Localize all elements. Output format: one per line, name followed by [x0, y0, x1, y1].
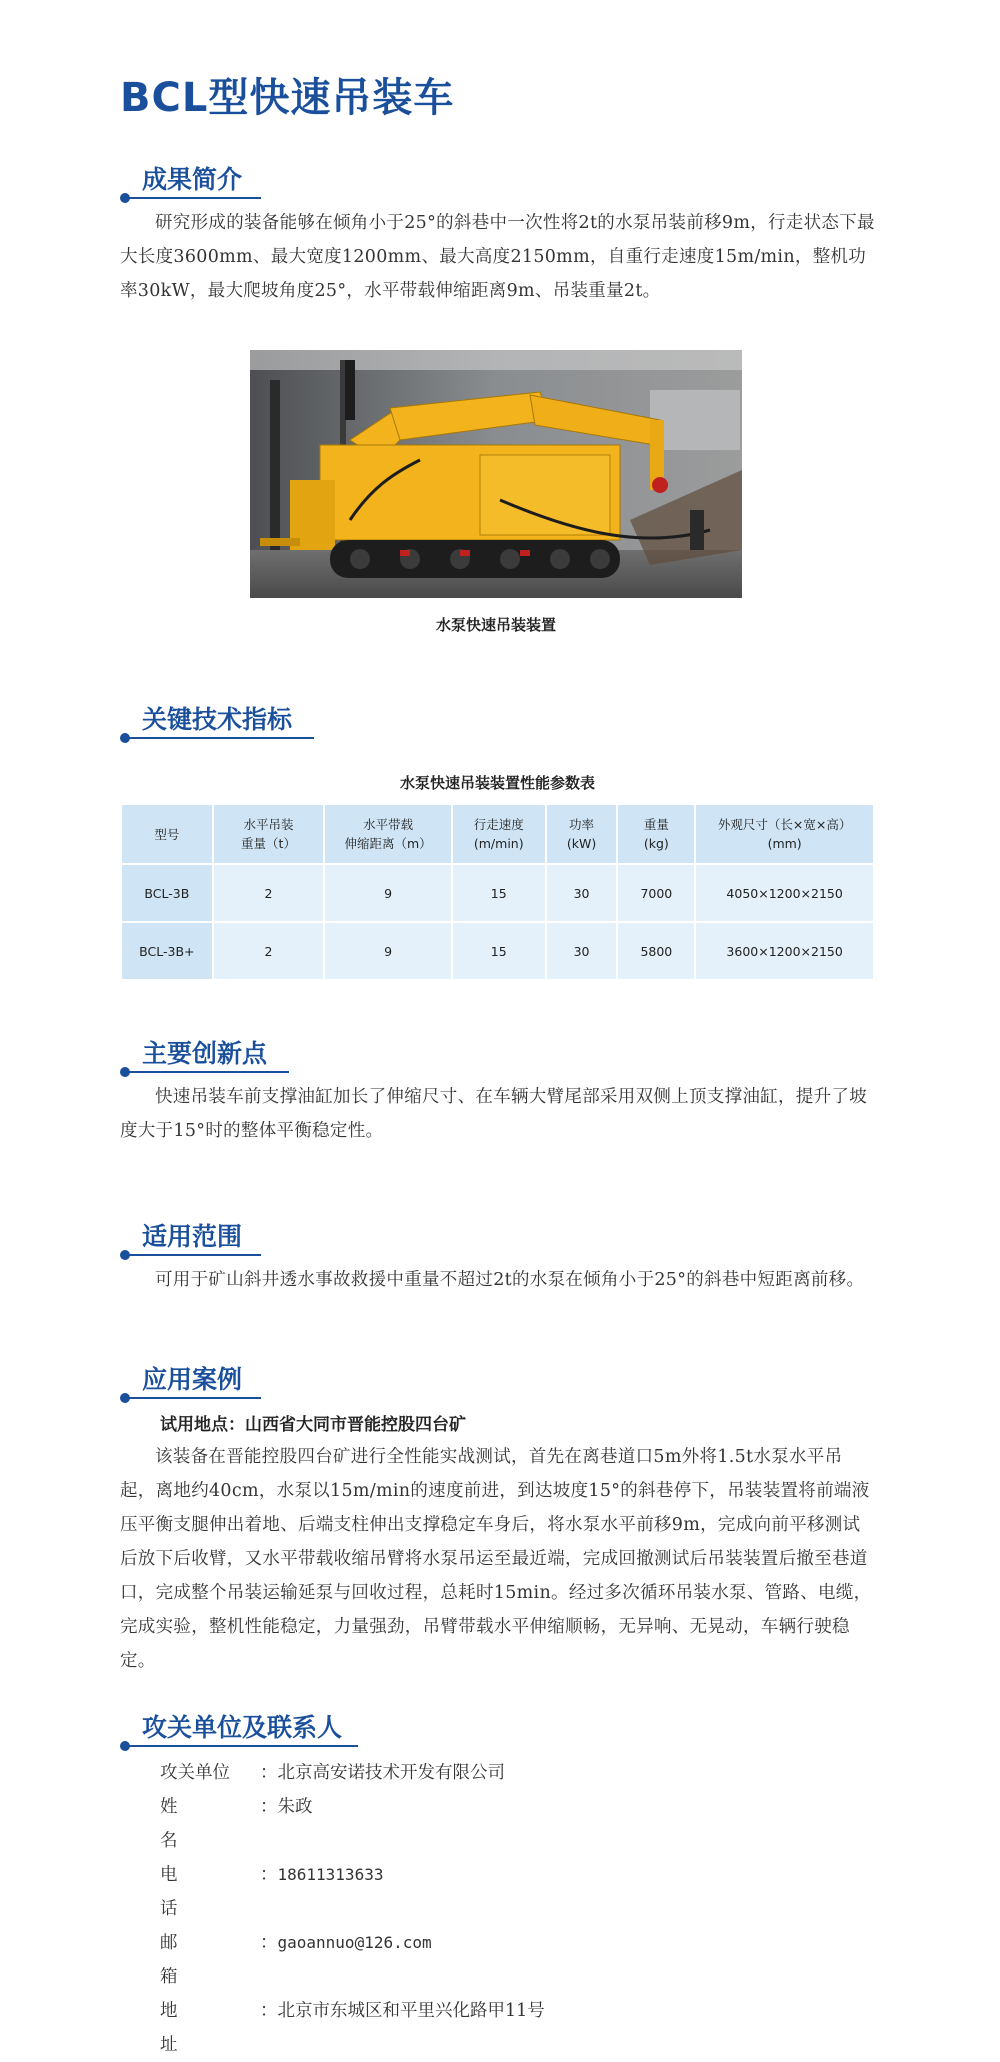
contact-value: 18611313633: [277, 1865, 384, 1884]
cell-dimensions: 3600×1200×2150: [695, 922, 874, 980]
contact-label: 攻关单位: [160, 1763, 230, 1783]
contact-value: gaoannuo@126.com: [277, 1933, 432, 1952]
cell-model: BCL-3B+: [121, 922, 213, 980]
header-cell: 型号: [121, 804, 213, 864]
section-heading-key-indicators: 关键技术指标: [120, 700, 620, 746]
header-text: 水平带载 伸缩距离（m）: [344, 817, 432, 851]
cell-weight: 7000: [617, 864, 695, 922]
section-heading-summary: 成果简介: [120, 160, 620, 206]
cell-lift-weight: 2: [213, 864, 325, 922]
contact-label: 电话: [160, 1865, 222, 1919]
cell-dimensions: 4050×1200×2150: [695, 864, 874, 922]
section-heading-cases: 应用案例: [120, 1360, 620, 1406]
cell-power: 30: [546, 922, 618, 980]
heading-underline: [126, 737, 314, 739]
heading-underline: [126, 1745, 358, 1747]
table-row: [121, 922, 874, 980]
contact-label: 邮箱: [160, 1933, 222, 1987]
cell-weight: 5800: [617, 922, 695, 980]
contact-value: 北京高安诺技术开发有限公司: [277, 1763, 505, 1783]
heading-underline: [126, 1397, 261, 1399]
header-text: 重量 (kg): [643, 817, 669, 851]
table-header-row: [121, 804, 874, 864]
header-text: 外观尺寸（长×宽×高） (mm): [717, 817, 852, 851]
heading-underline: [126, 197, 261, 199]
header-cell: [546, 804, 618, 864]
cell-speed: 15: [452, 922, 546, 980]
header-text: 水平吊装 重量（t）: [241, 817, 296, 851]
contact-row-unit: 攻关单位 ： 北京高安诺技术开发有限公司: [160, 1756, 545, 1790]
photo-caption: 水泵快速吊装装置: [435, 616, 556, 634]
contact-list: [160, 1756, 545, 2062]
cell-power: 30: [546, 864, 618, 922]
cases-paragraph: 该装备在晋能控股四台矿进行全性能实战测试，首先在离巷道口5m外将1.5t水泵水平吊起，离地约40cm，水泵以15m/min的速度前进，到达坡度15°的斜巷停下，吊装装置将前端液压平衡支腿伸出着地、后端支柱伸出支撑稳定车身后，将水泵水平前移9m，完成向前平移测试后放下后收臂，又水平带载收缩吊臂将水泵吊运至最近端，完成回撤测试后吊装装置后撤至巷道口，完成整个吊装运输延泵与回收过程，总耗时15min。经过多次循环吊装水泵、管路、电缆，完成实验，整机性能稳定，力量强劲，吊臂带载水平伸缩顺畅，无异响、无晃动，车辆行驶稳定。: [120, 1447, 872, 1671]
header-cell: [617, 804, 695, 864]
section-heading-scope: 适用范围: [120, 1217, 620, 1263]
section-heading-contact: 攻关单位及联系人: [120, 1708, 620, 1754]
header-cell: [213, 804, 325, 864]
header-cell: [324, 804, 452, 864]
section-heading-innovation: 主要创新点: [120, 1034, 620, 1080]
table-row: [121, 864, 874, 922]
table-title: 水泵快速吊装装置性能参数表: [399, 774, 595, 792]
contact-row-name: 姓名 ： 朱政: [160, 1790, 545, 1858]
contact-row-email: 邮箱 ： gaoannuo@126.com: [160, 1926, 545, 1994]
contact-label: 地址: [160, 2001, 222, 2055]
contact-value: 朱政: [277, 1797, 313, 1817]
header-text: 行走速度 (m/min): [473, 817, 524, 851]
header-text: 功率 (kW): [566, 817, 597, 851]
heading-underline: [126, 1071, 289, 1073]
contact-label: 姓名: [160, 1797, 222, 1851]
cell-reach: 9: [324, 864, 452, 922]
spec-table: [120, 803, 875, 981]
cell-speed: 15: [452, 864, 546, 922]
summary-paragraph: 研究形成的装备能够在倾角小于25°的斜巷中一次性将2t的水泵吊装前移9m，行走状态下最大长度3600mm、最大宽度1200mm、最大高度2150mm，自重行走速度15m/min，整机功率30kW，最大爬坡角度25°，水平带载伸缩距离9m、吊装重量2t。: [120, 213, 875, 301]
heading-underline: [126, 1254, 261, 1256]
trial-site-label: 试用地点：山西省大同市晋能控股四台矿: [160, 1415, 466, 1435]
header-cell: [695, 804, 874, 864]
page-title: BCL型快速吊装车: [120, 75, 455, 121]
header-cell: [452, 804, 546, 864]
scope-paragraph: 可用于矿山斜井透水事故救援中重量不超过2t的水泵在倾角小于25°的斜巷中短距离前移。: [155, 1270, 865, 1290]
cell-lift-weight: 2: [213, 922, 325, 980]
cell-model: BCL-3B: [121, 864, 213, 922]
innovation-paragraph: 快速吊装车前支撑油缸加长了伸缩尺寸、在车辆大臂尾部采用双侧上顶支撑油缸，提升了坡度大于15°时的整体平衡稳定性。: [120, 1087, 867, 1141]
crane-vehicle-photo: [250, 350, 742, 598]
contact-row-phone: 电话 ： 18611313633: [160, 1858, 545, 1926]
cell-reach: 9: [324, 922, 452, 980]
contact-row-address: 地址 ： 北京市东城区和平里兴化路甲11号: [160, 1994, 545, 2062]
contact-value: 北京市东城区和平里兴化路甲11号: [277, 2001, 545, 2021]
